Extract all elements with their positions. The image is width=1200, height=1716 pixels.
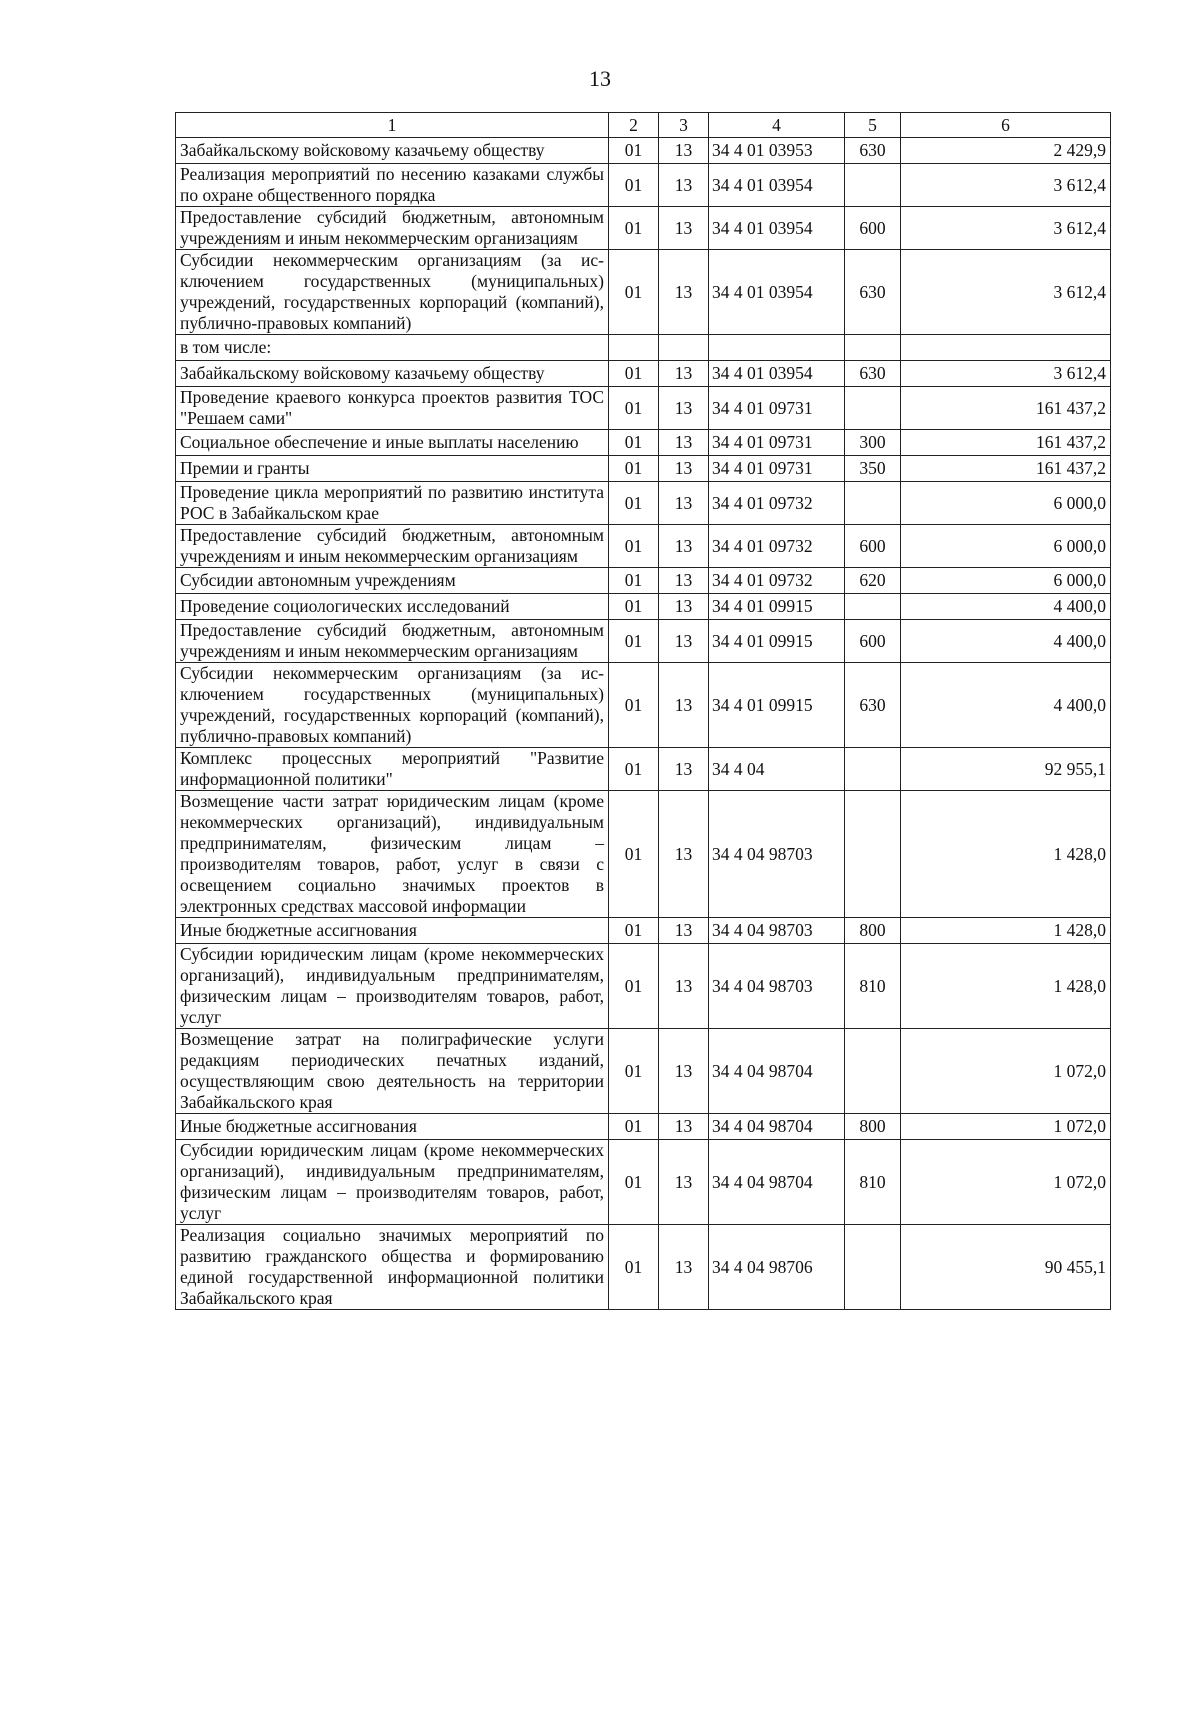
target-article-code: 34 4 04 98703: [709, 791, 845, 918]
amount: 161 437,2: [901, 430, 1111, 456]
table-row: [176, 361, 1111, 387]
target-article-code: 34 4 04 98706: [709, 1225, 845, 1310]
section-code: 01: [609, 525, 659, 568]
column-header: 1: [176, 113, 609, 138]
section-code: 01: [609, 361, 659, 387]
amount: 3 612,4: [901, 250, 1111, 335]
column-header: 3: [659, 113, 709, 138]
section-code: 01: [609, 791, 659, 918]
expense-type-code: [845, 1225, 901, 1310]
expense-type-code: [845, 387, 901, 430]
amount: 6 000,0: [901, 482, 1111, 525]
amount: 1 428,0: [901, 918, 1111, 944]
expense-type-code: [845, 164, 901, 207]
target-article-code: 34 4 04 98704: [709, 1114, 845, 1140]
item-name: Предоставление субсидий бюджетным, автономным учреждениям и иным некоммерческим организациям: [176, 525, 609, 568]
table-row: [176, 594, 1111, 620]
item-name: Иные бюджетные ассигнования: [176, 918, 609, 944]
amount: 6 000,0: [901, 525, 1111, 568]
section-code: 01: [609, 1140, 659, 1225]
expense-type-code: [845, 1029, 901, 1114]
target-article-code: 34 4 01 09732: [709, 525, 845, 568]
target-article-code: 34 4 01 03953: [709, 138, 845, 164]
subsection-code: 13: [659, 568, 709, 594]
table-row: [176, 791, 1111, 918]
item-name: Комплекс процессных мероприятий "Развитие информационной политики": [176, 748, 609, 791]
amount: 92 955,1: [901, 748, 1111, 791]
table-row: [176, 620, 1111, 663]
column-header: 6: [901, 113, 1111, 138]
subsection-code: 13: [659, 1225, 709, 1310]
section-code: 01: [609, 594, 659, 620]
table-row: [176, 456, 1111, 482]
subsection-code: 13: [659, 1029, 709, 1114]
section-code: 01: [609, 663, 659, 748]
section-code: 01: [609, 1114, 659, 1140]
expense-type-code: 800: [845, 918, 901, 944]
section-code: 01: [609, 1225, 659, 1310]
target-article-code: 34 4 01 09732: [709, 568, 845, 594]
expense-type-code: 630: [845, 250, 901, 335]
expense-type-code: 600: [845, 620, 901, 663]
table-row: [176, 748, 1111, 791]
expense-type-code: [845, 748, 901, 791]
item-name: Забайкальскому войсковому казачьему обществу: [176, 361, 609, 387]
subsection-code: 13: [659, 1114, 709, 1140]
subsection-code: 13: [659, 207, 709, 250]
target-article-code: 34 4 04 98704: [709, 1140, 845, 1225]
target-article-code: 34 4 01 03954: [709, 250, 845, 335]
subsection-code: 13: [659, 250, 709, 335]
expense-type-code: 350: [845, 456, 901, 482]
item-name: Возмещение затрат на полиграфические услуги редакциям периодических печатных изданий, осуществляющим свою деятельность на территории Забайкальского края: [176, 1029, 609, 1114]
column-header: 5: [845, 113, 901, 138]
target-article-code: 34 4 01 09915: [709, 594, 845, 620]
section-code: 01: [609, 207, 659, 250]
amount: 4 400,0: [901, 663, 1111, 748]
expense-type-code: [845, 594, 901, 620]
item-name: Субсидии некоммерческим организациям (за исключением государственных (муниципальных) учреждений, государственных корпораций (компаний), публично-правовых компаний): [176, 250, 609, 335]
amount: 6 000,0: [901, 568, 1111, 594]
table-body: [176, 138, 1111, 1310]
target-article-code: 34 4 04 98704: [709, 1029, 845, 1114]
section-code: [609, 335, 659, 361]
section-code: 01: [609, 138, 659, 164]
item-name: Субсидии юридическим лицам (кроме некоммерческих организаций), индивидуальным предпринимателям, физическим лицам – производителям товаров, работ, услуг: [176, 944, 609, 1029]
item-name: Проведение цикла мероприятий по развитию института РОС в Забайкальском крае: [176, 482, 609, 525]
amount: 4 400,0: [901, 594, 1111, 620]
amount: 1 428,0: [901, 944, 1111, 1029]
section-code: 01: [609, 482, 659, 525]
subsection-code: 13: [659, 1140, 709, 1225]
column-header: 2: [609, 113, 659, 138]
table-row: [176, 568, 1111, 594]
target-article-code: 34 4 04: [709, 748, 845, 791]
table-row: [176, 138, 1111, 164]
item-name: Забайкальскому войсковому казачьему обществу: [176, 138, 609, 164]
target-article-code: 34 4 04 98703: [709, 944, 845, 1029]
expense-type-code: 630: [845, 138, 901, 164]
table-row: [176, 430, 1111, 456]
target-article-code: 34 4 01 09915: [709, 620, 845, 663]
table-row: [176, 482, 1111, 525]
section-code: 01: [609, 944, 659, 1029]
expense-type-code: 630: [845, 361, 901, 387]
expense-type-code: 800: [845, 1114, 901, 1140]
section-code: 01: [609, 620, 659, 663]
amount: 4 400,0: [901, 620, 1111, 663]
item-name: Проведение социологических исследований: [176, 594, 609, 620]
target-article-code: 34 4 01 09731: [709, 387, 845, 430]
table-header-row: [176, 113, 1111, 138]
amount: 1 428,0: [901, 791, 1111, 918]
expense-type-code: 600: [845, 207, 901, 250]
item-name: Премии и гранты: [176, 456, 609, 482]
table-row: [176, 1140, 1111, 1225]
amount: 3 612,4: [901, 361, 1111, 387]
table-row: [176, 1029, 1111, 1114]
amount: 90 455,1: [901, 1225, 1111, 1310]
subsection-code: 13: [659, 663, 709, 748]
subsection-code: 13: [659, 387, 709, 430]
subsection-code: 13: [659, 620, 709, 663]
section-code: 01: [609, 430, 659, 456]
table-row: [176, 335, 1111, 361]
section-code: 01: [609, 568, 659, 594]
item-name: Субсидии юридическим лицам (кроме некоммерческих организаций), индивидуальным предпринимателям, физическим лицам – производителям товаров, работ, услуг: [176, 1140, 609, 1225]
section-code: 01: [609, 748, 659, 791]
subsection-code: 13: [659, 482, 709, 525]
subsection-code: 13: [659, 791, 709, 918]
table-row: [176, 663, 1111, 748]
column-header: 4: [709, 113, 845, 138]
target-article-code: 34 4 01 09731: [709, 430, 845, 456]
table-row: [176, 1114, 1111, 1140]
table-row: [176, 164, 1111, 207]
target-article-code: 34 4 01 09732: [709, 482, 845, 525]
subsection-code: 13: [659, 430, 709, 456]
target-article-code: 34 4 01 09915: [709, 663, 845, 748]
section-code: 01: [609, 387, 659, 430]
subsection-code: 13: [659, 164, 709, 207]
subsection-code: 13: [659, 748, 709, 791]
table-row: [176, 918, 1111, 944]
item-name: Субсидии автономным учреждениям: [176, 568, 609, 594]
amount: 3 612,4: [901, 207, 1111, 250]
amount: [901, 335, 1111, 361]
table-row: [176, 525, 1111, 568]
expense-type-code: 600: [845, 525, 901, 568]
table-row: [176, 1225, 1111, 1310]
target-article-code: 34 4 01 03954: [709, 207, 845, 250]
section-code: 01: [609, 164, 659, 207]
expense-type-code: 810: [845, 1140, 901, 1225]
expense-type-code: 300: [845, 430, 901, 456]
amount: 3 612,4: [901, 164, 1111, 207]
amount: 1 072,0: [901, 1029, 1111, 1114]
subsection-code: 13: [659, 138, 709, 164]
expense-type-code: 810: [845, 944, 901, 1029]
budget-table: [175, 112, 1111, 1310]
item-name: Субсидии некоммерческим организациям (за исключением государственных (муниципальных) учреждений, государственных корпораций (компаний), публично-правовых компаний): [176, 663, 609, 748]
subsection-code: [659, 335, 709, 361]
section-code: 01: [609, 456, 659, 482]
item-name: Иные бюджетные ассигнования: [176, 1114, 609, 1140]
subsection-code: 13: [659, 525, 709, 568]
subsection-code: 13: [659, 918, 709, 944]
table-row: [176, 207, 1111, 250]
target-article-code: 34 4 04 98703: [709, 918, 845, 944]
subsection-code: 13: [659, 944, 709, 1029]
item-name: Предоставление субсидий бюджетным, автономным учреждениям и иным некоммерческим организациям: [176, 207, 609, 250]
amount: 161 437,2: [901, 456, 1111, 482]
amount: 1 072,0: [901, 1140, 1111, 1225]
target-article-code: 34 4 01 09731: [709, 456, 845, 482]
item-name: Реализация мероприятий по несению казаками службы по охране общественного порядка: [176, 164, 609, 207]
table-row: [176, 944, 1111, 1029]
expense-type-code: [845, 791, 901, 918]
item-name: Реализация социально значимых мероприятий по развитию гражданского общества и формированию единой государственной информационной политики Забайкальского края: [176, 1225, 609, 1310]
expense-type-code: [845, 335, 901, 361]
item-name: Возмещение части затрат юридическим лицам (кроме некоммерческих организаций), индивидуальным предпринимателям, физическим лицам – производителям товаров, работ, услуг в связи с освещением социально значимых проектов в электронных средствах массовой информации: [176, 791, 609, 918]
table-row: [176, 387, 1111, 430]
expense-type-code: [845, 482, 901, 525]
target-article-code: 34 4 01 03954: [709, 361, 845, 387]
subsection-code: 13: [659, 456, 709, 482]
item-name: в том числе:: [176, 335, 609, 361]
target-article-code: [709, 335, 845, 361]
amount: 1 072,0: [901, 1114, 1111, 1140]
target-article-code: 34 4 01 03954: [709, 164, 845, 207]
amount: 2 429,9: [901, 138, 1111, 164]
section-code: 01: [609, 1029, 659, 1114]
section-code: 01: [609, 918, 659, 944]
table-row: [176, 250, 1111, 335]
section-code: 01: [609, 250, 659, 335]
item-name: Проведение краевого конкурса проектов развития ТОС "Решаем сами": [176, 387, 609, 430]
amount: 161 437,2: [901, 387, 1111, 430]
subsection-code: 13: [659, 361, 709, 387]
expense-type-code: 630: [845, 663, 901, 748]
subsection-code: 13: [659, 594, 709, 620]
item-name: Социальное обеспечение и иные выплаты населению: [176, 430, 609, 456]
expense-type-code: 620: [845, 568, 901, 594]
page-number: 13: [589, 66, 611, 91]
item-name: Предоставление субсидий бюджетным, автономным учреждениям и иным некоммерческим организациям: [176, 620, 609, 663]
